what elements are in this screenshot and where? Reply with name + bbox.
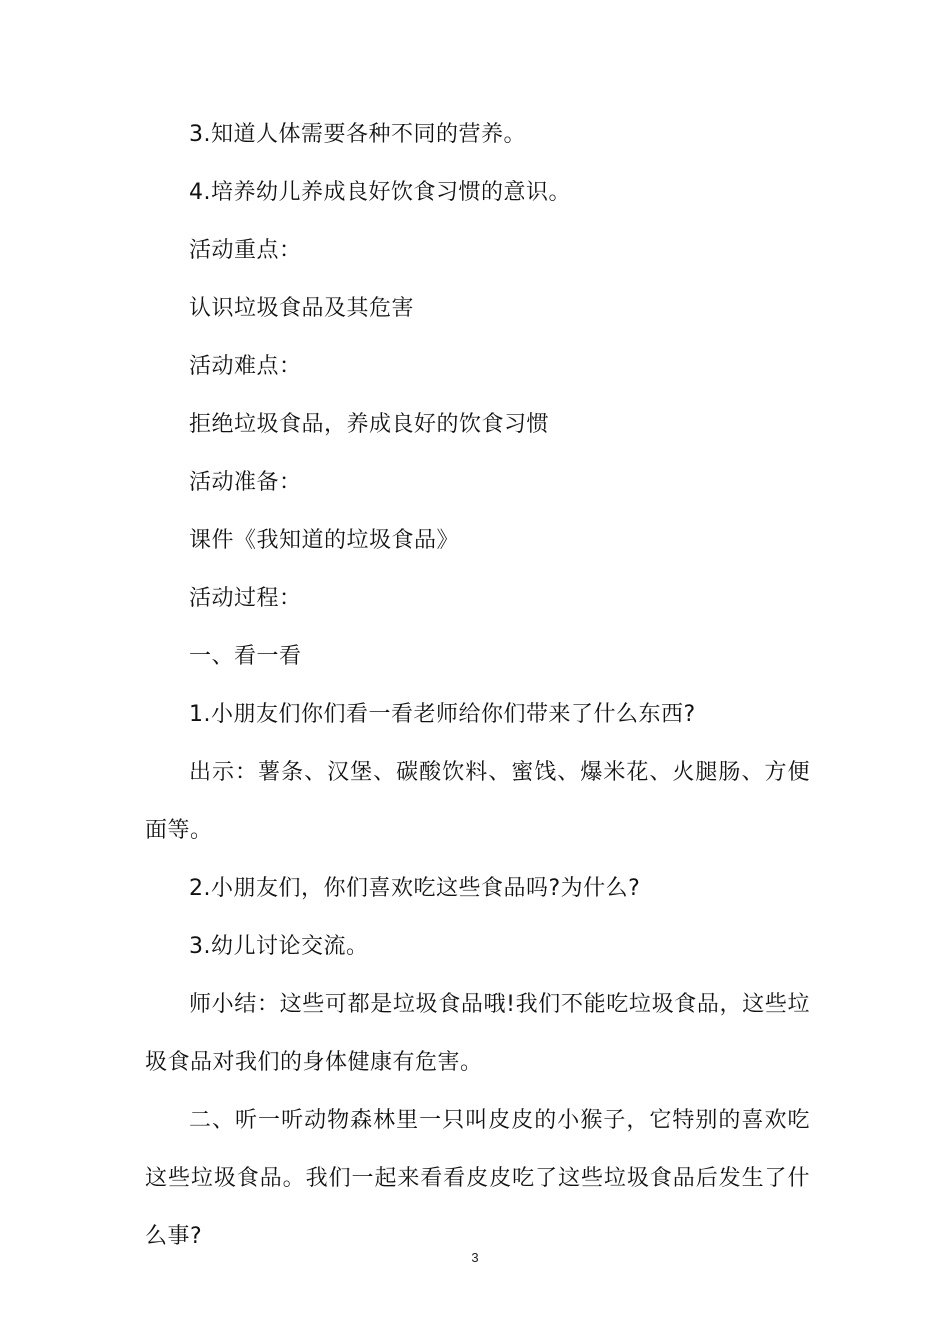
page-number: 3 [471, 1250, 479, 1265]
paragraph-goal-3: 3.知道人体需要各种不同的营养。 [189, 122, 526, 147]
heading-difficulty: 活动难点： [189, 354, 302, 379]
paragraph-section-2: 二、听一听动物森林里一只叫皮皮的小猴子，它特别的喜欢吃这些垃圾食品。我们一起来看看皮皮吃了这些垃圾食品后发生了什么事? [145, 1108, 810, 1249]
heading-preparation: 活动准备： [189, 470, 302, 495]
heading-process: 活动过程： [189, 586, 302, 611]
paragraph-goal-4: 4.培养幼儿养成良好饮食习惯的意识。 [189, 180, 571, 205]
heading-section-1: 一、看一看 [189, 644, 302, 669]
paragraph-step-3: 3.幼儿讨论交流。 [189, 934, 369, 959]
paragraph-step-1: 1.小朋友们你们看一看老师给你们带来了什么东西? [189, 702, 696, 727]
paragraph-key-point: 认识垃圾食品及其危害 [189, 296, 415, 321]
heading-key-point: 活动重点： [189, 238, 302, 263]
paragraph-difficulty: 拒绝垃圾食品，养成良好的饮食习惯 [189, 412, 550, 437]
paragraph-show-items: 出示：薯条、汉堡、碳酸饮料、蜜饯、爆米花、火腿肠、方便面等。 [145, 760, 810, 843]
paragraph-step-2: 2.小朋友们，你们喜欢吃这些食品吗?为什么? [189, 876, 641, 901]
paragraph-preparation: 课件《我知道的垃圾食品》 [189, 528, 460, 553]
body-text [145, 106, 810, 1266]
paragraph-teacher-summary: 师小结：这些可都是垃圾食品哦!我们不能吃垃圾食品，这些垃圾食品对我们的身体健康有危害。 [145, 992, 810, 1075]
